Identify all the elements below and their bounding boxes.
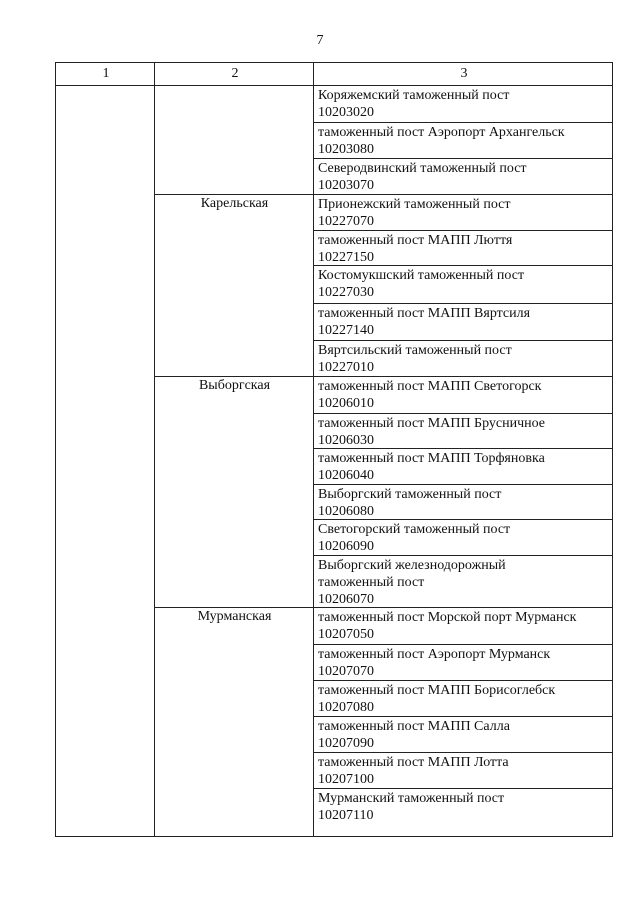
post-cell — [314, 414, 614, 448]
post-cell — [314, 123, 614, 158]
post-cell — [314, 231, 614, 265]
post-cell — [314, 608, 614, 644]
post-name: таможенный пост МАПП Салла — [318, 719, 510, 734]
post-code: 10207070 — [318, 664, 374, 679]
post-code: 10227150 — [318, 250, 374, 265]
post-cell — [314, 341, 614, 375]
post-code: 10227010 — [318, 360, 374, 375]
post-cell — [314, 789, 614, 829]
post-code: 10206030 — [318, 433, 374, 448]
post-name: таможенный пост Аэропорт Архангельск — [318, 125, 565, 140]
post-name: Коряжемский таможенный пост — [318, 88, 510, 103]
post-name: Вяртсильский таможенный пост — [318, 343, 512, 358]
post-code: 10203070 — [318, 178, 374, 193]
post-code: 10207080 — [318, 700, 374, 715]
post-code: 10206080 — [318, 504, 374, 519]
region-label-karelskaya: Карельская — [200, 196, 269, 211]
post-name: Прионежский таможенный пост — [318, 197, 511, 212]
post-code: 10206070 — [318, 592, 374, 607]
column-divider-1 — [154, 63, 155, 836]
post-cell — [314, 195, 614, 230]
post-code: 10206090 — [318, 539, 374, 554]
post-cell — [314, 159, 614, 193]
post-code: 10207110 — [318, 808, 374, 823]
region-label-vyborgskaya: Выборгская — [198, 378, 271, 393]
post-code: 10207090 — [318, 736, 374, 751]
customs-posts-table — [55, 62, 613, 837]
post-name: таможенный пост МАПП Вяртсиля — [318, 306, 531, 321]
post-code: 10207050 — [318, 627, 374, 642]
post-name: таможенный пост МАПП Борисоглебск — [318, 683, 556, 698]
post-cell — [314, 377, 614, 413]
post-name: Мурманский таможенный пост — [318, 791, 505, 806]
post-name: таможенный пост Морской порт Мурманск — [318, 610, 577, 625]
post-name: таможенный пост МАПП Лотта — [318, 755, 509, 770]
post-cell — [314, 681, 614, 715]
post-cell — [314, 753, 614, 788]
post-name: таможенный пост МАПП Светогорск — [318, 379, 542, 394]
page-number: 7 — [316, 33, 324, 48]
post-name: таможенный пост МАПП Люття — [318, 233, 513, 248]
post-code: 10206010 — [318, 396, 374, 411]
post-cell — [314, 86, 614, 122]
post-code: 10203080 — [318, 142, 374, 157]
post-cell — [314, 266, 614, 301]
column-header-1: 1 — [102, 66, 110, 81]
post-code: 10207100 — [318, 772, 374, 787]
post-cell — [314, 449, 614, 484]
column-header-2: 2 — [231, 66, 239, 81]
post-code: 10203020 — [318, 105, 374, 120]
post-name: таможенный пост МАПП Торфяновка — [318, 451, 545, 466]
column-header-3: 3 — [460, 66, 468, 81]
post-cell — [314, 520, 614, 555]
post-cell — [314, 485, 614, 519]
post-name: Выборгский железнодорожный таможенный пост — [318, 558, 506, 590]
post-cell — [314, 556, 614, 608]
post-name: Костомукшский таможенный пост — [318, 268, 525, 283]
post-name: Светогорский таможенный пост — [318, 522, 511, 537]
post-cell — [314, 717, 614, 752]
post-name: Выборгский таможенный пост — [318, 487, 502, 502]
post-code: 10227070 — [318, 214, 374, 229]
post-code: 10206040 — [318, 468, 374, 483]
post-code: 10227030 — [318, 285, 374, 300]
post-code: 10227140 — [318, 323, 374, 338]
post-name: таможенный пост МАПП Брусничное — [318, 416, 546, 431]
post-name: таможенный пост Аэропорт Мурманск — [318, 647, 551, 662]
post-cell — [314, 304, 614, 340]
post-cell — [314, 645, 614, 680]
post-name: Северодвинский таможенный пост — [318, 161, 527, 176]
region-label-murmanskaya: Мурманская — [197, 609, 272, 624]
